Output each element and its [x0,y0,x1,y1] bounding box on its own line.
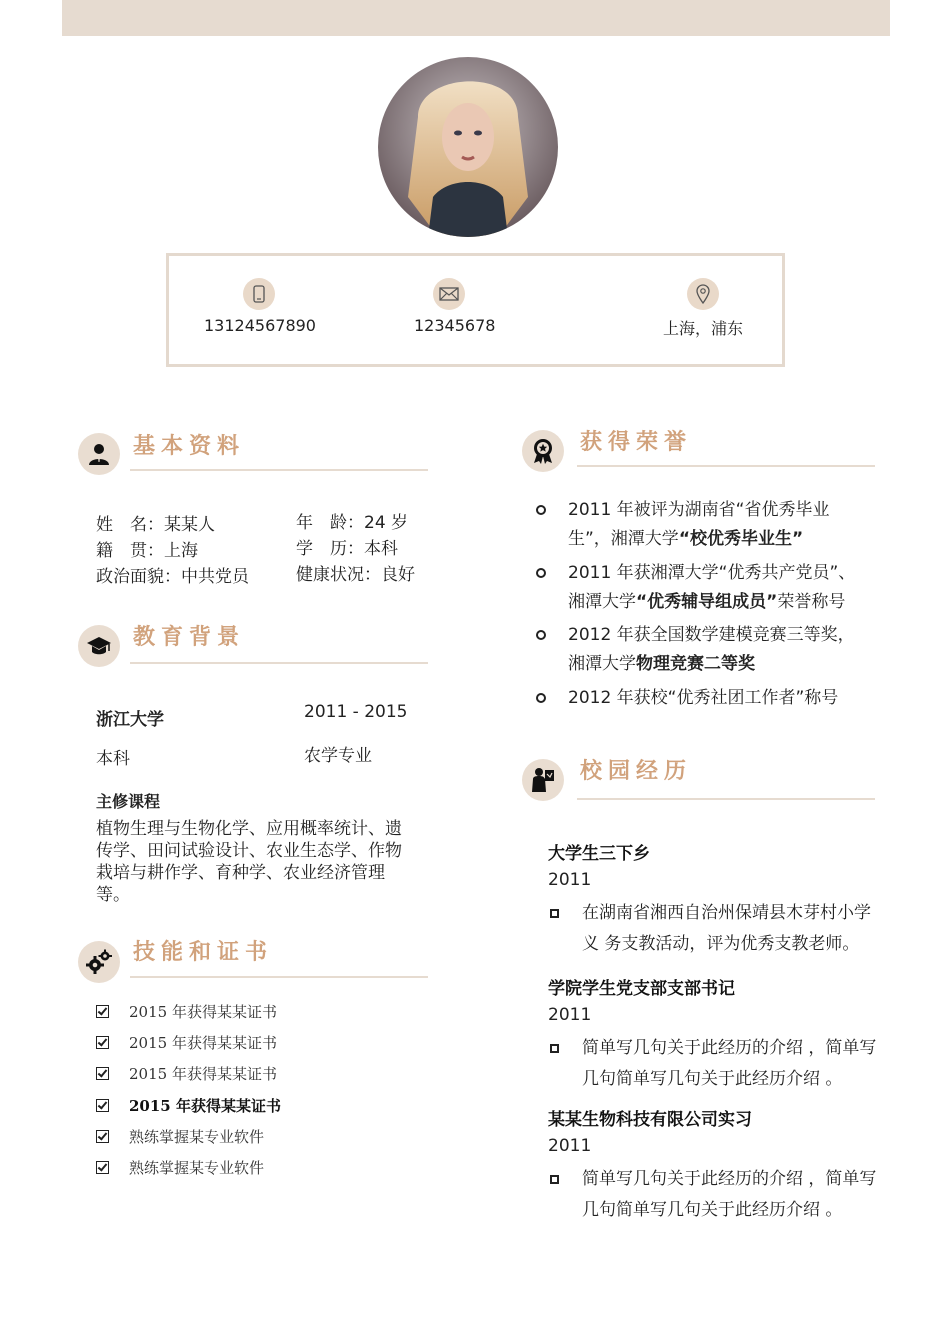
checkbox-icon [96,1067,109,1080]
mail-icon [433,278,465,310]
experience-title: 大学生三下乡 [548,844,650,864]
square-bullet-icon [550,1175,559,1184]
section-title-skills: 技能和证书 [133,940,274,965]
section-title-basic: 基本资料 [133,434,246,459]
top-banner [62,0,890,36]
honor-item: 2011 年获湘潭大学“优秀共产党员”、湘潭大学“优秀辅导组成员”荣誉称号 [536,559,856,617]
email-address: 12345678 [414,316,496,335]
section-title-honors: 获得荣誉 [580,430,693,455]
graduation-cap-icon [78,625,120,667]
honor-item: 2012 年获全国数学建模竞赛三等奖，湘潭大学物理竞赛二等奖 [536,621,856,679]
skill-item: 2015 年获得某某证书 [96,1032,277,1053]
bullet-icon [536,505,546,515]
location-pin-icon [687,278,719,310]
experience-title: 某某生物科技有限公司实习 [548,1110,752,1130]
section-title-education: 教育背景 [133,625,246,650]
person-icon [78,433,120,475]
avatar [378,57,558,237]
checkbox-icon [96,1036,109,1049]
school-name: 浙江大学 [96,710,164,730]
phone-number: 13124567890 [204,316,316,335]
presenter-icon [522,759,564,801]
major: 农学专业 [304,746,372,766]
bullet-icon [536,693,546,703]
square-bullet-icon [550,909,559,918]
checkbox-icon [96,1005,109,1018]
checkbox-icon [96,1099,109,1112]
contact-box [166,253,785,367]
honor-item: 2011 年被评为湖南省“省优秀毕业生”，湘潭大学“校优秀毕业生” [536,496,856,554]
location-text: 上海，浦东 [662,319,743,338]
experience-description: 简单写几句关于此经历的介绍 ，简单写几句简单写几句关于此经历介绍 。 [548,1164,878,1226]
section-divider [577,798,875,800]
award-ribbon-icon [522,430,564,472]
experience-description: 简单写几句关于此经历的介绍 ，简单写几句简单写几句关于此经历介绍 。 [548,1033,878,1095]
contact-phone [204,278,314,335]
info-health: 健康状况：良好 [296,565,415,585]
info-degree: 学 历：本科 [296,539,398,559]
bullet-icon [536,630,546,640]
info-politics: 政治面貌：中共党员 [96,567,249,587]
gears-icon [78,941,120,983]
skill-item: 熟练掌握某专业软件 [96,1157,264,1178]
skill-item: 2015 年获得某某证书 [96,1063,277,1084]
section-divider [130,469,428,471]
experience-year: 2011 [548,870,592,890]
contact-location [659,278,747,339]
contact-email [414,278,496,335]
info-name: 姓 名：某某人 [96,515,215,535]
square-bullet-icon [550,1044,559,1053]
section-divider [577,465,875,467]
skill-item: 2015 年获得某某证书 [96,1001,277,1022]
bullet-icon [536,568,546,578]
honor-item: 2012 年获校“优秀社团工作者”称号 [536,684,856,713]
experience-title: 学院学生党支部支部书记 [548,979,735,999]
section-divider [130,662,428,664]
portrait-photo [378,57,558,237]
skill-item: 熟练掌握某专业软件 [96,1126,264,1147]
study-years: 2011 - 2015 [304,702,408,722]
checkbox-icon [96,1130,109,1143]
checkbox-icon [96,1161,109,1174]
section-title-campus: 校园经历 [580,759,693,784]
degree-level: 本科 [96,749,130,769]
experience-year: 2011 [548,1136,592,1156]
courses-list: 植物生理与生物化学、应用概率统计、遗传学、田问试验设计、农业生态学、作物栽培与耕作学、育种学、农业经济管理等。 [96,819,402,905]
phone-icon [243,278,275,310]
courses-label: 主修课程 [96,792,161,811]
experience-year: 2011 [548,1005,592,1025]
experience-description: 在湖南省湘西自治州保靖县木芽村小学义 务支教活动，评为优秀支教老师。 [548,898,878,960]
info-origin: 籍 贯：上海 [96,541,198,561]
skill-item: 2015 年获得某某证书 [96,1095,281,1116]
section-divider [130,976,428,978]
info-age: 年 龄：24 岁 [296,513,409,533]
